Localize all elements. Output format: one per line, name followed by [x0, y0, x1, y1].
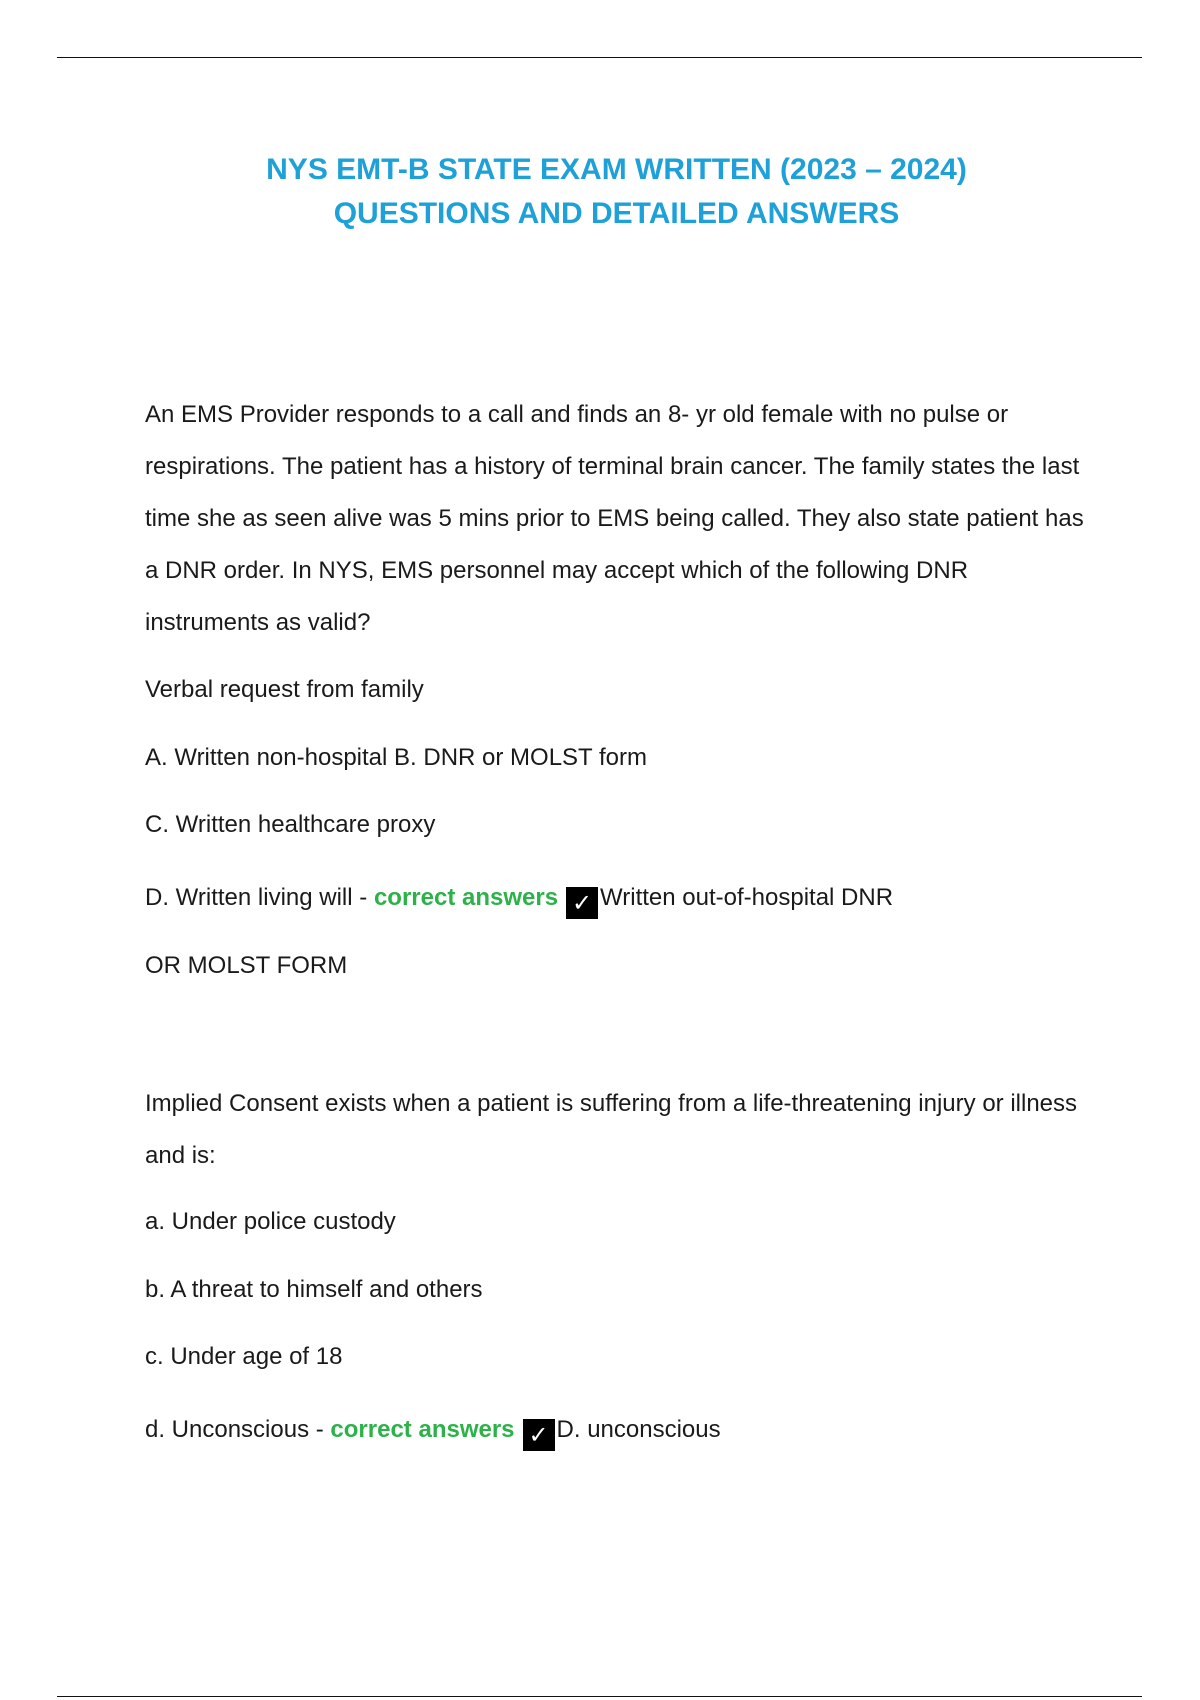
question-1-answer: Written out-of-hospital DNR — [600, 884, 894, 911]
header-rule — [57, 57, 1142, 58]
question-1-option-verbal: Verbal request from family — [145, 676, 424, 703]
question-1-option-a: A. Written non-hospital B. DNR or MOLST form — [145, 744, 647, 771]
question-2-option-d: d. Unconscious - — [145, 1416, 331, 1443]
title-line-1: NYS EMT-B STATE EXAM WRITTEN (2023 – 2024) — [266, 153, 967, 186]
question-1-answer-continued: OR MOLST FORM — [145, 952, 348, 979]
question-2-answer: D. unconscious — [556, 1416, 721, 1443]
correct-answers-label: correct answers — [330, 1416, 515, 1443]
title-line-2: QUESTIONS AND DETAILED ANSWERS — [333, 197, 900, 230]
question-1-option-d-row — [145, 883, 893, 919]
question-1-option-c: C. Written healthcare proxy — [145, 811, 436, 838]
question-2-option-d-row — [145, 1415, 721, 1451]
question-2-option-c: c. Under age of 18 — [145, 1343, 343, 1370]
checkmark-icon: ✓ — [523, 1419, 555, 1451]
checkmark-icon: ✓ — [566, 887, 598, 919]
document-title — [0, 148, 1200, 236]
question-2-stem: Implied Consent exists when a patient is suffering from a life-threatening injury or illness and is: — [145, 1090, 1078, 1169]
footer-rule — [57, 1696, 1142, 1697]
correct-answers-label: correct answers — [373, 884, 559, 911]
question-2-option-a: a. Under police custody — [145, 1208, 396, 1235]
question-1-stem: An EMS Provider responds to a call and finds an 8- yr old female with no pulse or respirations. The patient has a history of terminal brain cancer. The family states the last time she as seen alive was 5 mins prior to EMS being called. They also state patient has a DNR order. In NYS, EMS personnel may accept which of the following DNR instruments as valid? — [145, 401, 1084, 636]
question-2-stem-block — [145, 1078, 1085, 1182]
question-1-stem-block — [145, 389, 1085, 649]
question-2-option-b: b. A threat to himself and others — [145, 1276, 483, 1303]
question-1-option-d: D. Written living will - — [145, 884, 374, 911]
